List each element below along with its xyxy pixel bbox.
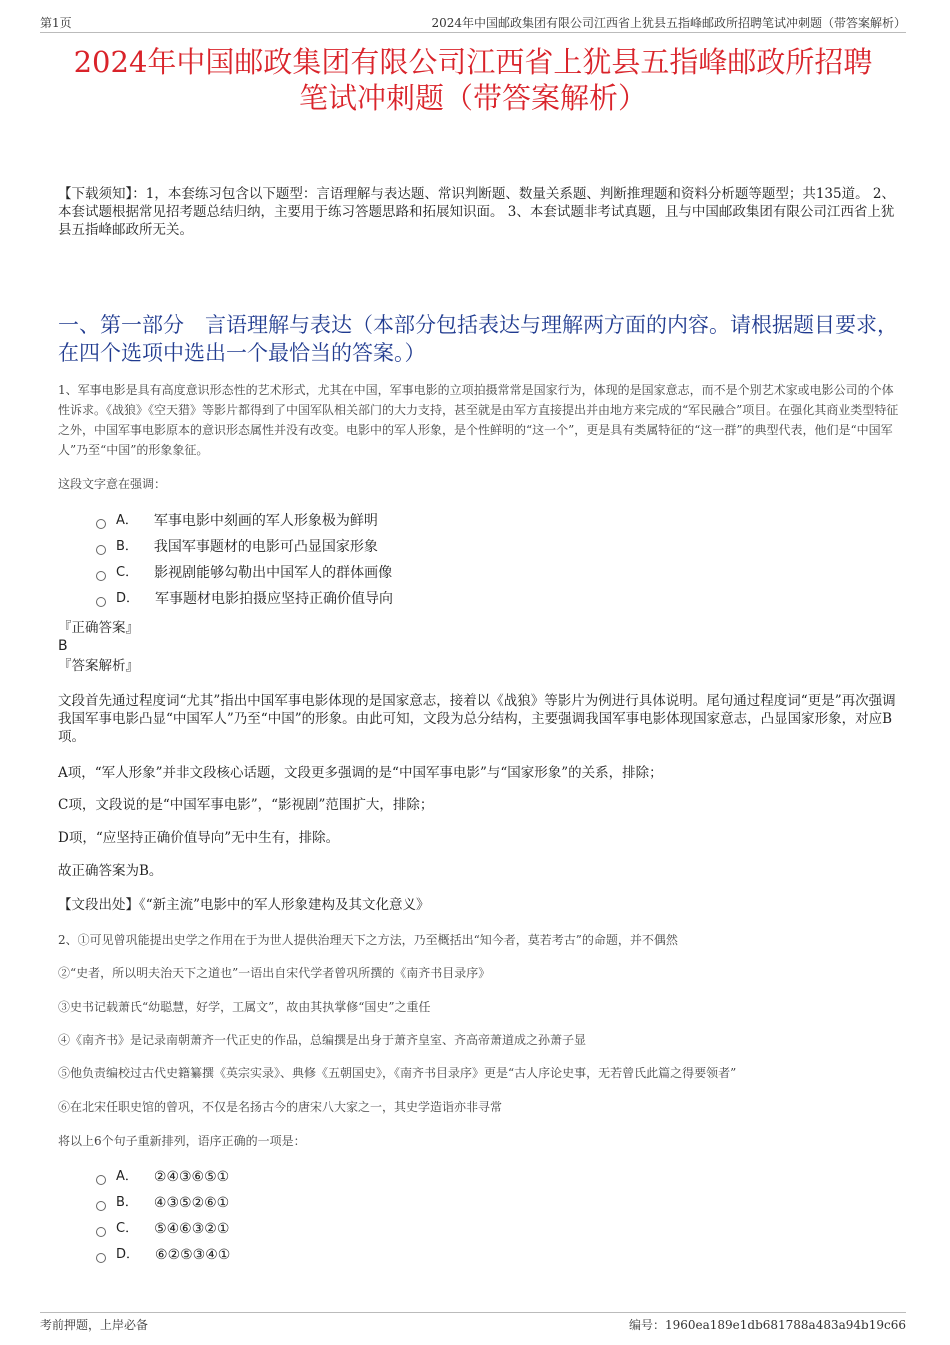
option-text: ⑤④⑥③②① [154,1221,230,1237]
section-heading: 一、第一部分 言语理解与表达（本部分包括表达与理解两方面的内容。请根据题目要求，在四个选项中选出一个最恰当的答案。） [58,313,898,365]
option-text: 军事题材电影拍摄应坚持正确价值导向 [155,591,394,607]
option-letter: C． [116,565,139,580]
option-letter: B． [116,539,138,554]
download-notice: 【下载须知】：1，本套练习包含以下题型：言语理解与表达题、常识判断题、数量关系题、判断推理题和资料分析题等题型；共135道。 2、本套试题根据常见招考题总结归纳，主要用于练习答题思路和拓展知识面。 3、本套试题非考试真题，且与中国邮政集团有限公司江西省上犹县五指峰邮政所无关。 [58,186,895,238]
answer-tag: 『正确答案』 [58,620,139,636]
option-b[interactable] [96,1190,596,1216]
footer-slogan: 考前押题，上岸必备 [40,1318,149,1332]
question-2-sentence: ②“史者，所以明夫治天下之道也”一语出自宋代学者曾巩所撰的《南齐书目录序》 [58,966,491,980]
radio-icon[interactable] [96,1253,106,1263]
option-a[interactable] [96,508,596,534]
option-text: 军事电影中刻画的军人形象极为鲜明 [153,513,378,529]
option-text: 影视剧能够勾勒出中国军人的群体画像 [154,565,393,581]
option-c[interactable] [96,560,596,586]
option-d[interactable] [96,586,596,612]
source-citation: 【文段出处】《“新主流”电影中的军人形象建构及其文化意义》 [58,897,430,913]
radio-icon[interactable] [96,545,106,555]
option-letter: A． [116,513,138,528]
question-1-options [96,508,596,612]
question-2-sentence: ⑤他负责编校过古代史籍纂撰《英宗实录》、典修《五朝国史》，《南齐书目录序》更是“古人序论史事，无若曾氏此篇之得要领者” [58,1066,737,1080]
option-letter: D． [116,1247,140,1262]
question-2-options [96,1164,596,1268]
title-line-2: 笔试冲刺题（带答案解析） [298,81,647,115]
correct-answer: B [58,638,68,654]
option-d[interactable] [96,1242,596,1268]
analysis-paragraph: D项，“应坚持正确价值导向”无中生有，排除。 [58,830,340,846]
radio-icon[interactable] [96,1227,106,1237]
header-doc-title: 2024年中国邮政集团有限公司江西省上犹县五指峰邮政所招聘笔试冲刺题（带答案解析） [431,16,906,30]
page-footer [40,1312,906,1333]
radio-icon[interactable] [96,571,106,581]
analysis-tag: 『答案解析』 [58,658,139,674]
option-a[interactable] [96,1164,596,1190]
option-text: 我国军事题材的电影可凸显国家形象 [153,539,378,555]
radio-icon[interactable] [96,1201,106,1211]
option-text: ⑥②⑤③④① [155,1247,231,1263]
radio-icon[interactable] [96,597,106,607]
option-letter: A． [116,1169,138,1184]
option-text: ②④③⑥⑤① [153,1169,230,1185]
page-title [40,44,906,116]
footer-serial: 编号：1960ea189e1db681788a483a94b19c66 [628,1318,906,1332]
radio-icon[interactable] [96,1175,106,1185]
analysis-paragraph: 故正确答案为B。 [58,863,163,879]
page-number: 第1页 [40,16,72,30]
analysis-paragraph: A项，“军人形象”并非文段核心话题，文段更多强调的是“中国军事电影”与“国家形象”的关系，排除； [58,765,663,781]
title-line-1: 2024年中国邮政集团有限公司江西省上犹县五指峰邮政所招聘 [73,45,873,79]
page-header [40,14,906,33]
question-2-sentence: ⑥在北宋任职史馆的曾巩，不仅是名扬古今的唐宋八大家之一，其史学造诣亦非寻常 [58,1100,503,1114]
question-2-prompt: 将以上6个句子重新排列，语序正确的一项是： [58,1134,306,1148]
radio-icon[interactable] [96,519,106,529]
question-1-stem: 1、军事电影是具有高度意识形态性的艺术形式，尤其在中国，军事电影的立项拍摄常常是国家行为，体现的是国家意志，而不是个别艺术家或电影公司的个体性诉求。《战狼》《空天猎》等影片都得到了中国军队相关部门的大力支持，甚至就是由军方直接提出并由地方来完成的“军民融合”项目。在强化其商业类型特征之外，中国军事电影原本的意识形态属性并没有改变。电影中的军人形象，是个性鲜明的“这一个”，更是具有类属特征的“这一群”的典型代表，他们是“中国军人”乃至“中国”的形象象征。 [58,383,899,457]
question-2-sentence: 2、①可见曾巩能提出史学之作用在于为世人提供治理天下之方法，乃至概括出“知今者，莫若考古”的命题，并不偶然 [58,933,678,947]
question-2-sentence: ④《南齐书》是记录南朝萧齐一代正史的作品，总编撰是出身于萧齐皇室、齐高帝萧道成之孙萧子显 [58,1033,587,1047]
option-c[interactable] [96,1216,596,1242]
question-1-prompt: 这段文字意在强调： [58,477,167,491]
option-letter: D． [116,591,140,606]
analysis-paragraph: C项，文段说的是“中国军事电影”，“影视剧”范围扩大，排除； [58,797,434,813]
option-letter: C． [116,1221,139,1236]
option-b[interactable] [96,534,596,560]
option-letter: B． [116,1195,138,1210]
question-2-sentence: ③史书记载萧氏“幼聪慧，好学，工属文”，故由其执掌修“国史”之重任 [58,1000,431,1014]
analysis-paragraph: 文段首先通过程度词“尤其”指出中国军事电影体现的是国家意志，接着以《战狼》等影片为例进行具体说明。尾句通过程度词“更是”再次强调我国军事电影凸显“中国军人”乃至“中国”的形象。由此可知，文段为总分结构，主要强调我国军事电影体现国家意志，凸显国家形象，对应B项。 [58,693,896,745]
option-text: ④③⑤②⑥① [153,1195,230,1211]
